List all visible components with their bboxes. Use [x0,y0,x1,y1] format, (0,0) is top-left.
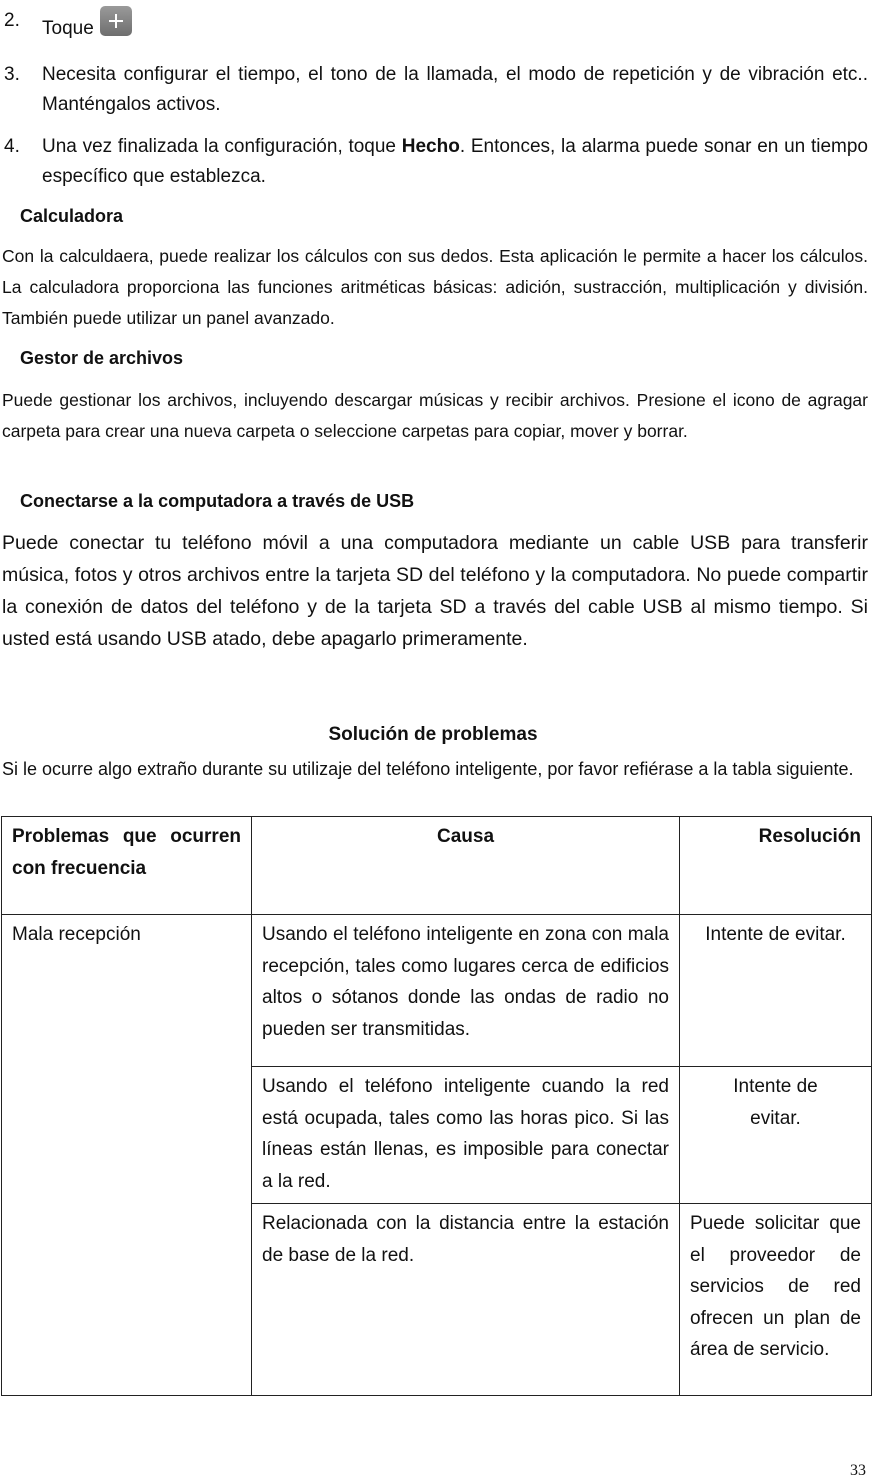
section-body-gestor: Puede gestionar los archivos, incluyendo descargar músicas y recibir archivos. Presione el icono de agragar carpeta para crear una nueva carpeta o seleccione carpetas para copiar, mover y borrar. [2,390,868,441]
list-number: 2. [4,10,20,31]
list-number: 4. [4,136,20,157]
table-header-row [2,817,872,915]
section-body-usb: Puede conectar tu teléfono móvil a una computadora mediante un cable USB para transferir música, fotos y otros archivos entre la tarjeta SD del teléfono y la computadora. No puede compartir la conexión de datos del teléfono y de la tarjeta SD a través del cable USB al mismo tiempo. Si usted está usando USB atado, debe apagarlo primeramente. [2,532,868,650]
section-heading-gestor: Gestor de archivos [20,348,184,368]
plus-icon [100,6,132,36]
list-item [4,132,868,192]
resolution-cell: Intente de evitar. [680,1067,872,1204]
cause-cell: Usando el teléfono inteligente en zona con mala recepción, tales como lugares cerca de edificios altos o sótanos donde las ondas de radio no pueden ser transmitidas. [252,915,680,1067]
list-number: 3. [4,64,20,85]
list-text: Una vez finalizada la configuración, toque Hecho. Entonces, la alarma puede sonar en un tiempo específico que establezca. [42,136,868,187]
header-problems: Problemas que ocurren con frecuencia [2,817,252,915]
list-text: Toque [42,18,94,39]
section-heading-calculadora: Calculadora [20,206,124,226]
list-item [4,60,868,120]
table-row [2,915,872,1067]
cause-cell: Relacionada con la distancia entre la estación de base de la red. [252,1204,680,1396]
troubleshooting-table [1,816,872,1396]
page-number: 33 [850,1462,866,1479]
cause-cell: Usando el teléfono inteligente cuando la red está ocupada, tales como las horas pico. Si las líneas están llenas, es imposible para conectar a la red. [252,1067,680,1204]
section-heading-usb: Conectarse a la computadora a través de USB [20,491,415,511]
troubleshooting-title: Solución de problemas [328,724,538,745]
list-item [4,6,868,44]
bold-term: Hecho [401,136,460,157]
header-resolution: Resolución [680,817,872,915]
resolution-cell: Intente de evitar. [680,915,872,1067]
resolution-cell: Puede solicitar que el proveedor de servicios de red ofrecen un plan de área de servicio. [680,1204,872,1396]
problem-cell: Mala recepción [2,915,252,1396]
list-text: Necesita configurar el tiempo, el tono de la llamada, el modo de repetición y de vibración etc.. Manténgalos activos. [42,64,868,115]
section-body-calculadora: Con la calculdaera, puede realizar los cálculos con sus dedos. Esta aplicación le permite a hacer los cálculos. La calculadora proporciona las funciones aritméticas básicas: adición, sustracción, multiplicación y división. También puede utilizar un panel avanzado. [2,246,868,328]
header-cause: Causa [252,817,680,915]
troubleshooting-intro: Si le ocurre algo extraño durante su utilizaje del teléfono inteligente, por favor refiérase a la tabla siguiente. [2,759,854,779]
